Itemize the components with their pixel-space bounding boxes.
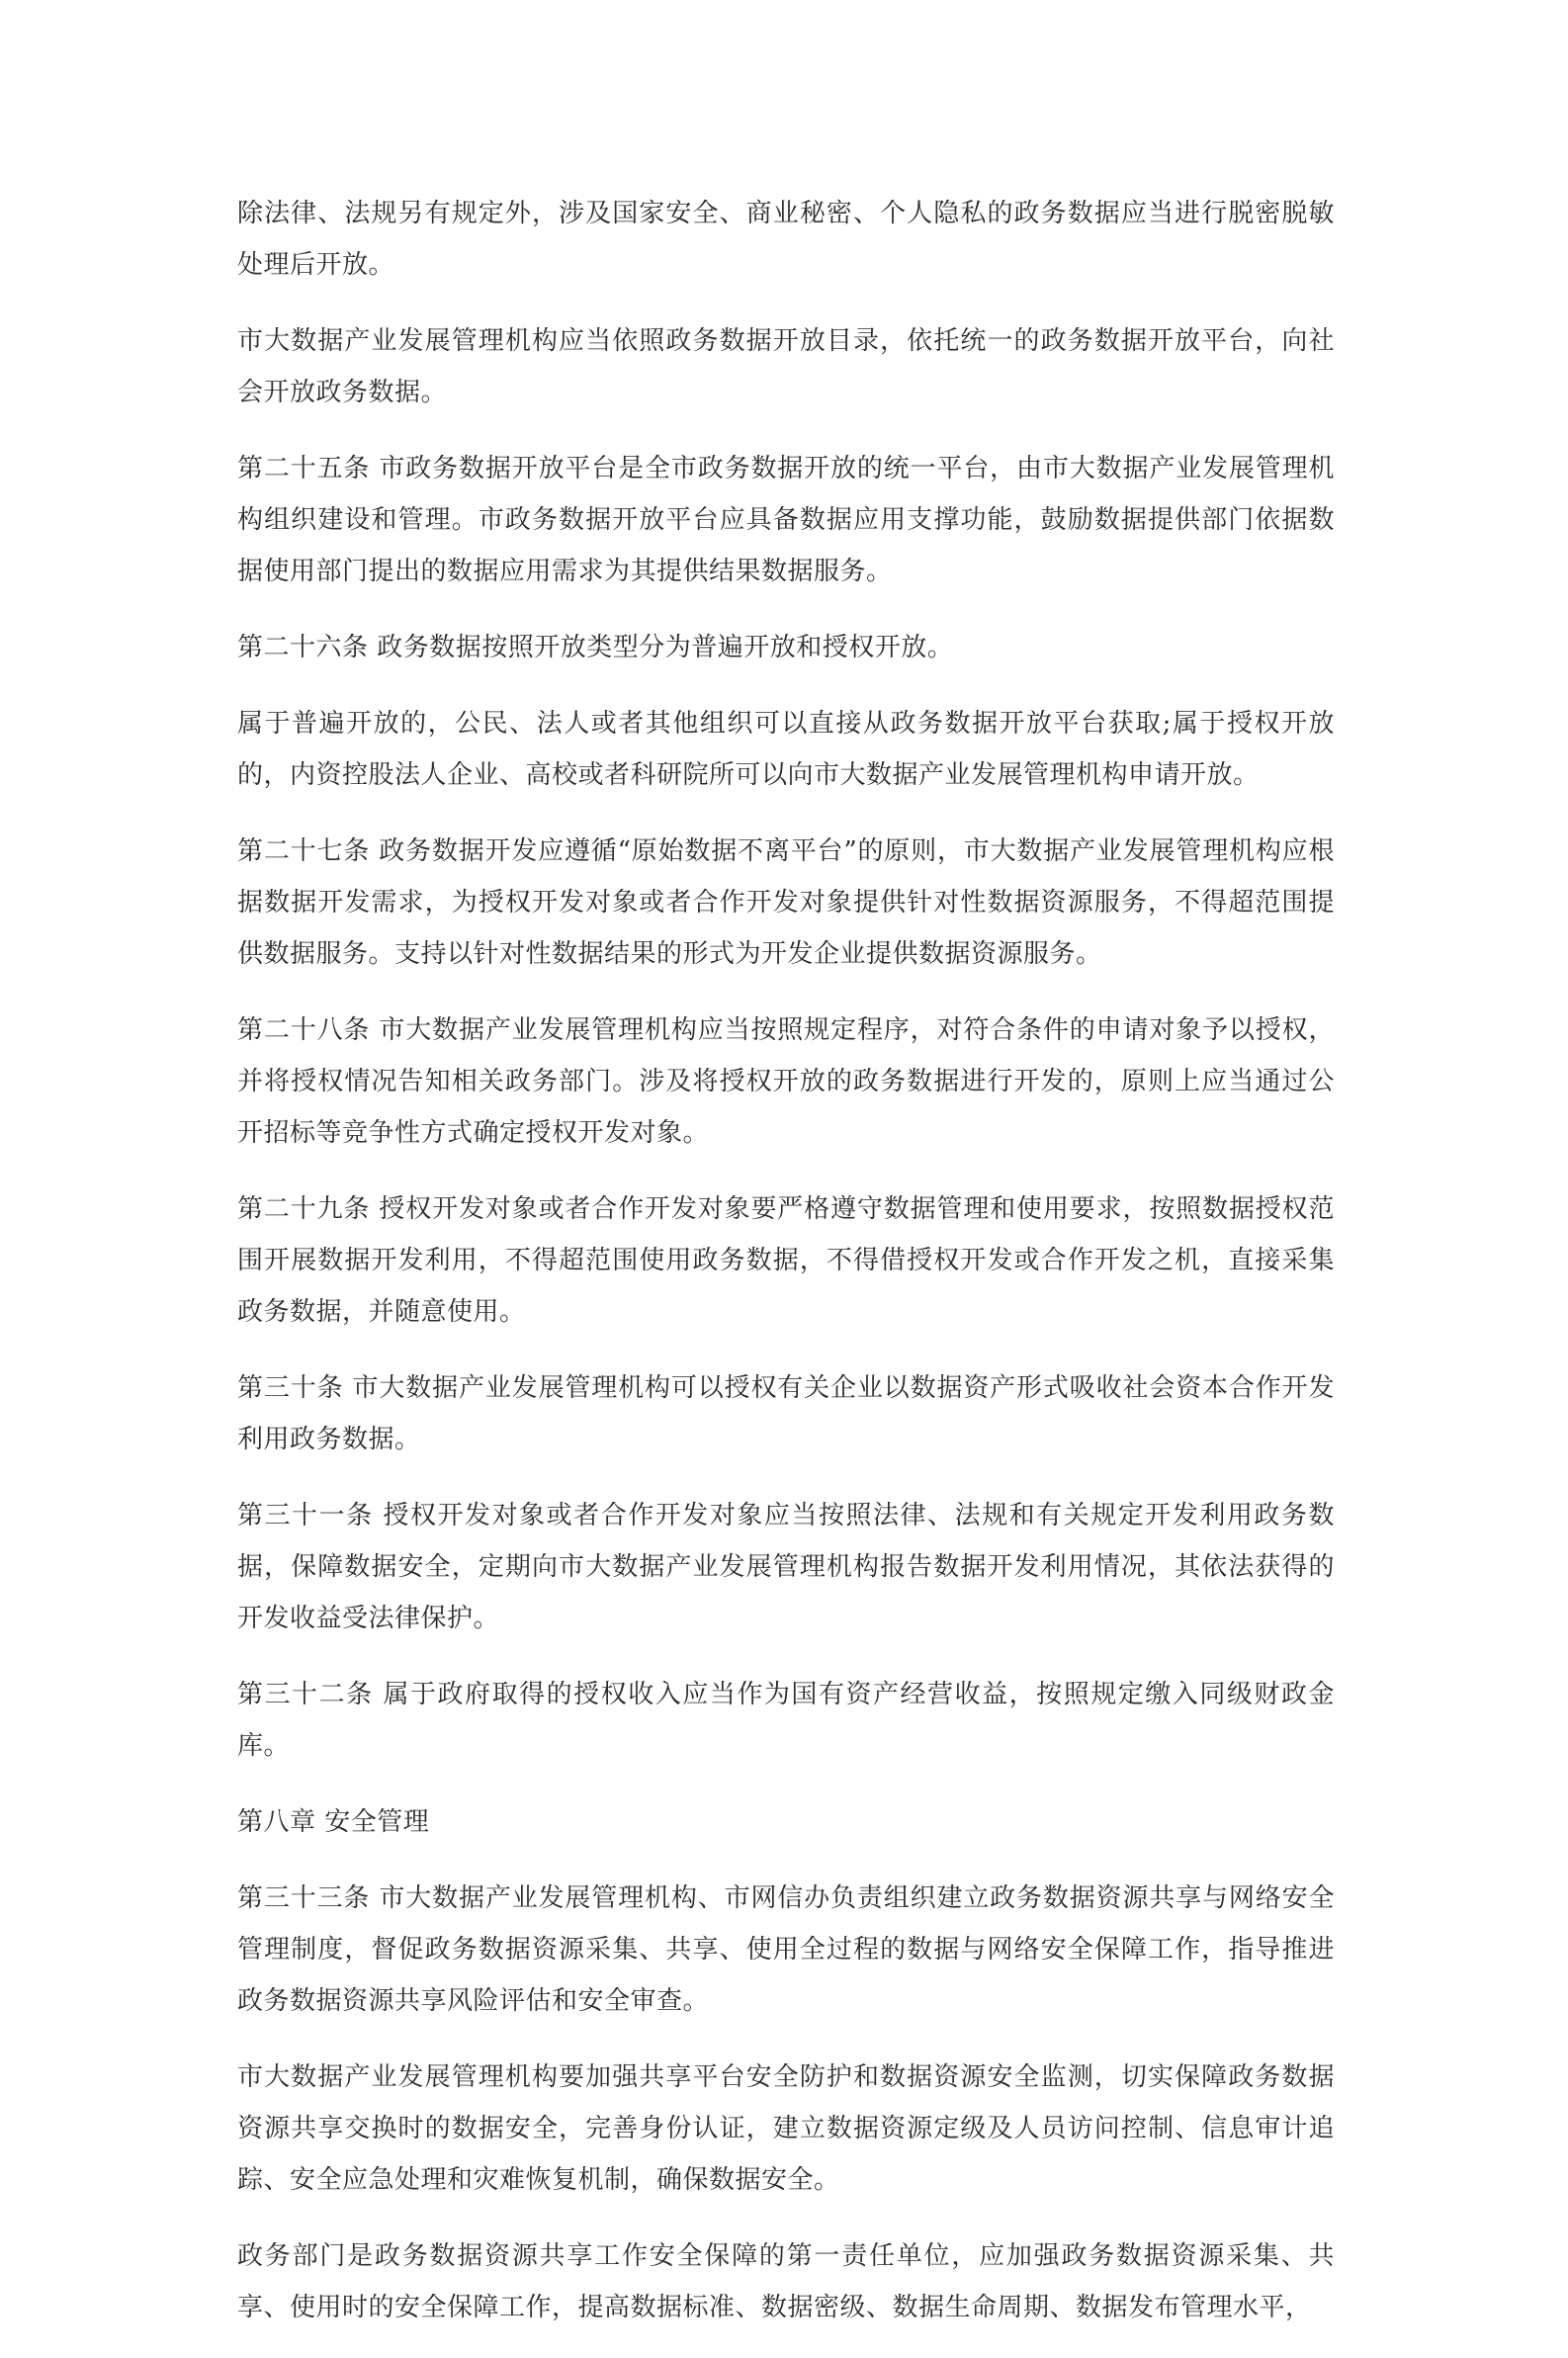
article-26: 第二十六条 政务数据按照开放类型分为普遍开放和授权开放。 xyxy=(237,633,954,662)
paragraph: 政务部门是政务数据资源共享工作安全保障的第一责任单位，应加强政务数据资源采集、共享、使用时的安全保障工作，提高数据标准、数据密级、数据生命周期、数据发布管理水平， xyxy=(237,2241,1335,2322)
paragraph: 市大数据产业发展管理机构要加强共享平台安全防护和数据资源安全监测，切实保障政务数据资源共享交换时的数据安全，完善身份认证，建立数据资源定级及人员访问控制、信息审计追踪、安全应急处理和灾难恢复机制，确保数据安全。 xyxy=(237,2062,1335,2195)
document-page xyxy=(237,188,1335,2358)
article-30: 第三十条 市大数据产业发展管理机构可以授权有关企业以数据资产形式吸收社会资本合作开发利用政务数据。 xyxy=(237,1373,1335,1454)
paragraph: 属于普遍开放的，公民、法人或者其他组织可以直接从政务数据开放平台获取;属于授权开放的，内资控股法人企业、高校或者科研院所可以向市大数据产业发展管理机构申请开放。 xyxy=(237,709,1335,790)
article-28: 第二十八条 市大数据产业发展管理机构应当按照规定程序，对符合条件的申请对象予以授权，并将授权情况告知相关政务部门。涉及将授权开放的政务数据进行开发的，原则上应当通过公开招标等竞争性方式确定授权开发对象。 xyxy=(237,1015,1335,1148)
article-32: 第三十二条 属于政府取得的授权收入应当作为国有资产经营收益，按照规定缴入同级财政金库。 xyxy=(237,1680,1335,1761)
article-29: 第二十九条 授权开发对象或者合作开发对象要严格遵守数据管理和使用要求，按照数据授权范围开展数据开发利用，不得超范围使用政务数据，不得借授权开发或合作开发之机，直接采集政务数据，并随意使用。 xyxy=(237,1194,1335,1327)
article-33: 第三十三条 市大数据产业发展管理机构、市网信办负责组织建立政务数据资源共享与网络安全管理制度，督促政务数据资源采集、共享、使用全过程的数据与网络安全保障工作，指导推进政务数据资源共享风险评估和安全审查。 xyxy=(237,1883,1335,2016)
article-27: 第二十七条 政务数据开发应遵循“原始数据不离平台”的原则，市大数据产业发展管理机构应根据数据开发需求，为授权开发对象或者合作开发对象提供针对性数据资源服务，不得超范围提供数据服务。支持以针对性数据结果的形式为开发企业提供数据资源服务。 xyxy=(237,836,1335,969)
paragraph: 市大数据产业发展管理机构应当依照政务数据开放目录，依托统一的政务数据开放平台，向社会开放政务数据。 xyxy=(237,326,1335,407)
article-25: 第二十五条 市政务数据开放平台是全市政务数据开放的统一平台，由市大数据产业发展管理机构组织建设和管理。市政务数据开放平台应具备数据应用支撑功能，鼓励数据提供部门依据数据使用部门提出的数据应用需求为其提供结果数据服务。 xyxy=(237,454,1335,586)
paragraph: 除法律、法规另有规定外，涉及国家安全、商业秘密、个人隐私的政务数据应当进行脱密脱敏处理后开放。 xyxy=(237,199,1335,280)
article-31: 第三十一条 授权开发对象或者合作开发对象应当按照法律、法规和有关规定开发利用政务数据，保障数据安全，定期向市大数据产业发展管理机构报告数据开发利用情况，其依法获得的开发收益受法律保护。 xyxy=(237,1501,1335,1633)
chapter-heading: 第八章 安全管理 xyxy=(237,1807,430,1837)
